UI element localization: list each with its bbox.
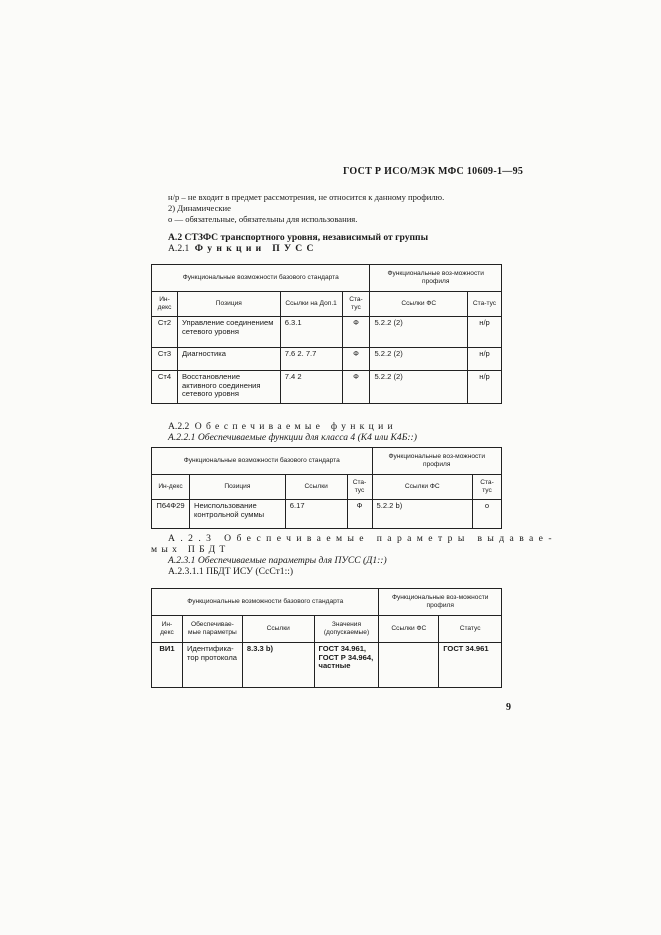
cell-profile-status: н/р <box>468 317 502 348</box>
col-fs-refs: Ссылки ФС <box>372 475 473 500</box>
cell-refs: 8.3.3 b) <box>242 643 314 688</box>
table-row <box>152 348 502 371</box>
col-profile-status: Ста-тус <box>468 292 502 317</box>
note-dynamic: 2) Динамические <box>168 203 231 213</box>
cell-refs: 6.17 <box>285 500 347 529</box>
col-index: Ин-декс <box>152 292 178 317</box>
col-refs: Ссылки <box>242 616 314 643</box>
cell-index: Ст2 <box>152 317 178 348</box>
cell-refs: 7.4 2 <box>280 371 342 404</box>
group-header-profile: Функциональные воз-можности профиля <box>370 265 502 292</box>
col-parameters: Обеспечивае-мые параметры <box>182 616 242 643</box>
col-profile-status: Ста-тус <box>473 475 502 500</box>
group-header-base: Функциональные возможности базового стандарта <box>152 265 370 292</box>
note-mandatory: о — обязательные, обязательны для использования. <box>168 214 358 224</box>
col-status: Ста-тус <box>342 292 370 317</box>
col-position: Позиция <box>177 292 280 317</box>
section-a21-title: Функции ПУСС <box>194 243 318 254</box>
col-status: Ста-тус <box>347 475 372 500</box>
col-fs-refs: Ссылки ФС <box>370 292 468 317</box>
col-values: Значения (допускаемые) <box>314 616 379 643</box>
group-header-base: Функциональные возможности базового стандарта <box>152 448 373 475</box>
cell-values: ГОСТ 34.961, ГОСТ Р 34.964, частные <box>314 643 379 688</box>
col-position: Позиция <box>189 475 285 500</box>
col-index: Ин-декс <box>152 475 190 500</box>
cell-status: Ф <box>342 348 370 371</box>
table-header-row <box>152 475 502 500</box>
cell-profile-status: н/р <box>468 371 502 404</box>
table-row <box>152 317 502 348</box>
page-number: 9 <box>506 702 511 713</box>
section-a221-heading: A.2.2.1 Обеспечиваемые функции для класса 4 (К4 или К4Б::) <box>168 432 417 443</box>
table-row <box>152 643 502 688</box>
col-index: Ин-декс <box>152 616 183 643</box>
col-refs: Ссылки на Доп.1 <box>280 292 342 317</box>
table-session-functions <box>151 264 502 404</box>
cell-index: ВИ1 <box>152 643 183 688</box>
cell-fs-refs <box>379 643 439 688</box>
table-group-header-row <box>152 265 502 292</box>
table-group-header-row <box>152 589 502 616</box>
cell-position: Диагностика <box>177 348 280 371</box>
table-provided-functions <box>151 447 502 529</box>
section-a22-number: A.2.2 <box>168 421 190 432</box>
section-a21-heading <box>168 243 318 254</box>
cell-index: Ст4 <box>152 371 178 404</box>
cell-refs: 7.6 2. 7.7 <box>280 348 342 371</box>
section-a2311-heading: A.2.3.1.1 ПБДТ ИСУ (СсСт1::) <box>168 566 294 577</box>
table-row <box>152 371 502 404</box>
cell-status: Ф <box>342 317 370 348</box>
group-header-profile: Функциональные воз-можности профиля <box>372 448 502 475</box>
cell-refs: 6.3.1 <box>280 317 342 348</box>
group-header-base: Функциональные возможности базового стандарта <box>152 589 379 616</box>
cell-profile-status: н/р <box>468 348 502 371</box>
section-a23-heading-line2: мых ПБДТ <box>151 544 230 555</box>
note-not-applicable: н/р – не входит в предмет рассмотрения, не относится к данному профилю. <box>168 192 445 202</box>
cell-status: Ф <box>342 371 370 404</box>
section-a22-heading <box>168 421 397 432</box>
table-header-row <box>152 616 502 643</box>
cell-fs-refs: 5.2.2 (2) <box>370 348 468 371</box>
col-profile-status: Статус <box>439 616 502 643</box>
cell-position: Неиспользование контрольной суммы <box>189 500 285 529</box>
cell-position: Восстановление активного соединения сетевого уровня <box>177 371 280 404</box>
cell-status: Ф <box>347 500 372 529</box>
group-header-profile: Функциональные воз-можности профиля <box>379 589 502 616</box>
cell-parameter: Идентифика-тор протокола <box>182 643 242 688</box>
cell-index: Ст3 <box>152 348 178 371</box>
section-a21-number: A.2.1 <box>168 243 190 254</box>
cell-fs-refs: 5.2.2 (2) <box>370 371 468 404</box>
section-a23-heading-line1: A.2.3 Обеспечиваемые параметры выдавае- <box>168 533 557 544</box>
section-a231-heading: A.2.3.1 Обеспечиваемые параметры для ПУСС (Д1::) <box>168 555 387 566</box>
col-fs-refs: Ссылки ФС <box>379 616 439 643</box>
section-a22-title: Обеспечиваемые функции <box>194 421 397 432</box>
cell-fs-refs: 5.2.2 b) <box>372 500 473 529</box>
table-header-row <box>152 292 502 317</box>
table-group-header-row <box>152 448 502 475</box>
cell-profile-status: о <box>473 500 502 529</box>
cell-position: Управление соединением сетевого уровня <box>177 317 280 348</box>
cell-profile-status: ГОСТ 34.961 <box>439 643 502 688</box>
cell-index: П64Ф29 <box>152 500 190 529</box>
page-header: ГОСТ Р ИСО/МЭК МФС 10609-1—95 <box>343 166 524 177</box>
table-row <box>152 500 502 529</box>
cell-fs-refs: 5.2.2 (2) <box>370 317 468 348</box>
col-refs: Ссылки <box>285 475 347 500</box>
section-a2-heading: A.2 СТЗФС транспортного уровня, независимый от группы <box>168 232 429 243</box>
table-provided-parameters <box>151 588 502 688</box>
